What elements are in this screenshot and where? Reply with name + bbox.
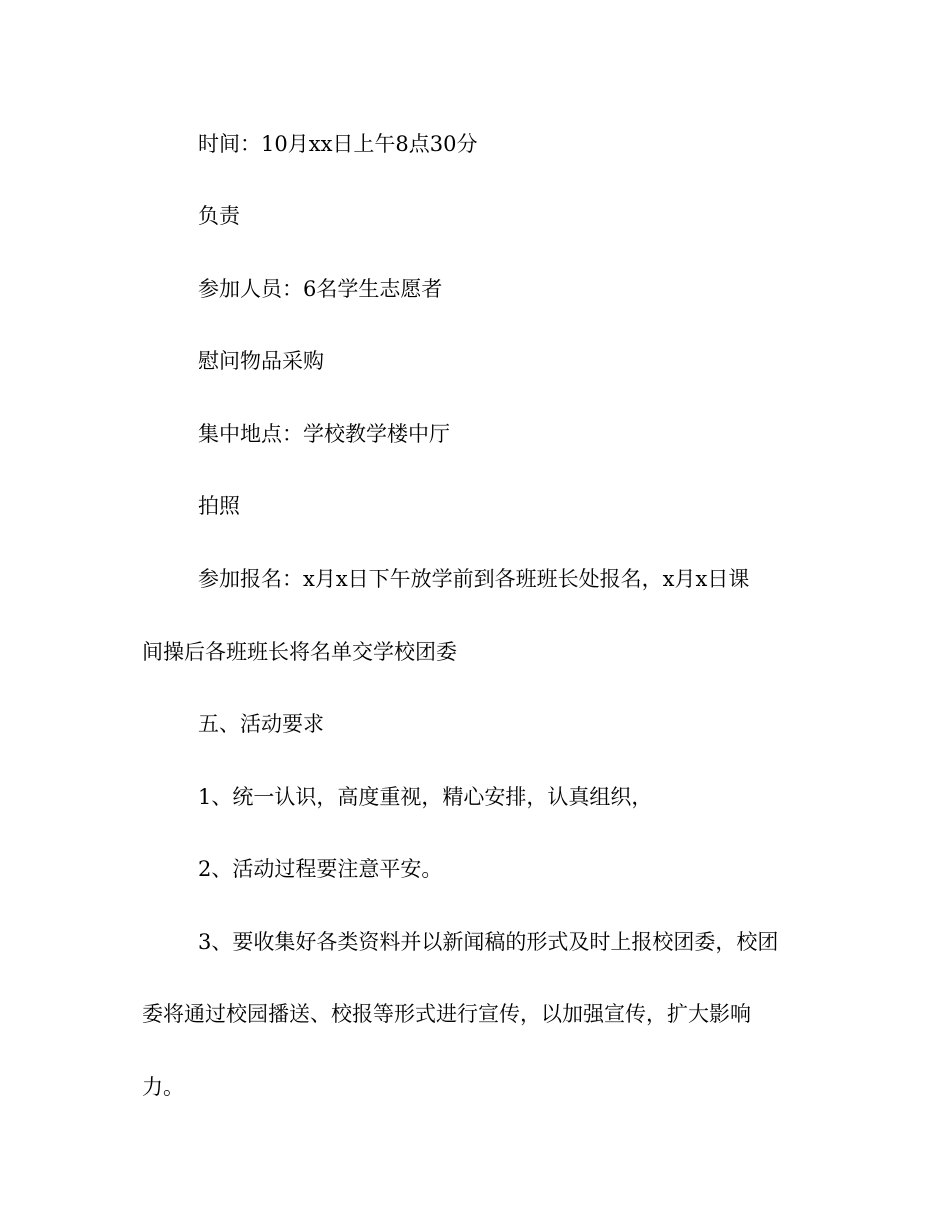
section-heading: 五、活动要求 (198, 712, 324, 736)
participants-line: 参加人员：6名学生志愿者 (198, 277, 443, 301)
location-line: 集中地点：学校教学楼中厅 (198, 422, 450, 446)
requirement-3-end: 力。 (142, 1075, 184, 1099)
requirement-1: 1、统一认识，高度重视，精心安排，认真组织， (198, 785, 653, 809)
requirement-3: 3、要收集好各类资料并以新闻稿的形式及时上报校团委，校团 (198, 930, 779, 954)
responsible-line: 负责 (198, 204, 240, 228)
photo-line: 拍照 (198, 494, 240, 518)
requirement-3-continuation: 委将通过校园播送、校报等形式进行宣传，以加强宣传，扩大影响 (142, 1002, 751, 1026)
purchase-line: 慰问物品采购 (198, 349, 324, 373)
requirement-2: 2、活动过程要注意平安。 (198, 857, 443, 881)
registration-continuation-line: 间操后各班班长将名单交学校团委 (142, 640, 457, 664)
time-line: 时间：10月xx日上午8点30分 (198, 132, 478, 156)
registration-line: 参加报名：x月x日下午放学前到各班班长处报名，x月x日课 (198, 567, 750, 591)
